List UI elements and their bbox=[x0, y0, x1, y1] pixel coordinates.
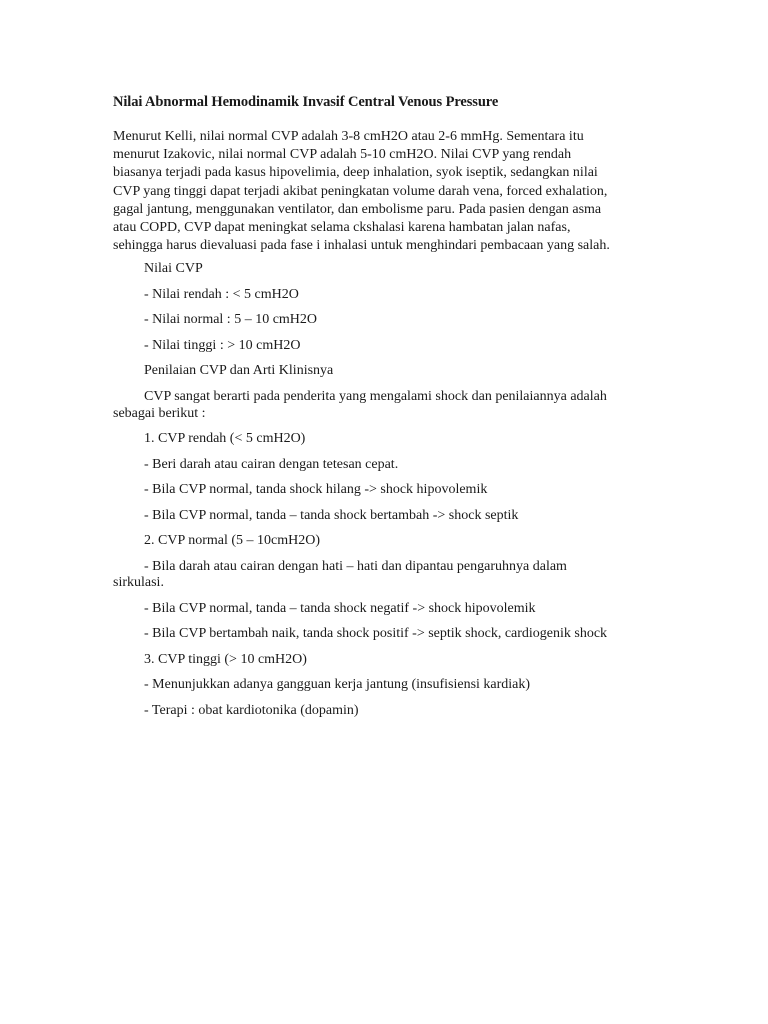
line-heading-penilaian: Penilaian CVP dan Arti Klinisnya bbox=[144, 363, 334, 379]
line-cvp-rendah: 1. CVP rendah (< 5 cmH2O) bbox=[144, 431, 306, 447]
document-lines bbox=[113, 261, 653, 719]
line-shock-bertambah: - Bila CVP normal, tanda – tanda shock bertambah -> shock septik bbox=[144, 507, 519, 523]
document-title: Nilai Abnormal Hemodinamik Invasif Central Venous Pressure bbox=[113, 94, 499, 110]
line-nilai-rendah: - Nilai rendah : < 5 cmH2O bbox=[144, 286, 299, 302]
line-heading-nilai-cvp: Nilai CVP bbox=[144, 261, 203, 277]
line-cvp-sangat-berarti: CVP sangat berarti pada penderita yang mengalami shock dan penilaiannya adalah sebagai berikut : bbox=[113, 388, 607, 421]
intro-paragraph: Menurut Kelli, nilai normal CVP adalah 3-8 cmH2O atau 2-6 mmHg. Sementara itu menurut Izakovic, nilai normal CVP adalah 5-10 cmH2O. Nilai CVP yang rendah biasanya terjadi pada kasus hipovelimia, deep inhalation, syok iseptik, sedangkan nilai CVP yang tinggi dapat terjadi akibat peningkatan volume darah vena, forced exhalation, gagal jantung, menggunakan ventilator, dan embolisme paru. Pada pasien dengan asma atau COPD, CVP dapat meningkat selama ckshalasi karena hambatan jalan nafas, sehingga harus dievaluasi pada fase i inhalasi untuk menghindari pembacaan yang salah. bbox=[113, 129, 610, 254]
line-shock-hilang: - Bila CVP normal, tanda shock hilang -> shock hipovolemik bbox=[144, 482, 488, 498]
line-shock-negatif: - Bila CVP normal, tanda – tanda shock negatif -> shock hipovolemik bbox=[144, 600, 536, 616]
document-content bbox=[113, 93, 653, 728]
line-terapi: - Terapi : obat kardiotonika (dopamin) bbox=[144, 702, 359, 718]
line-cvp-tinggi: 3. CVP tinggi (> 10 cmH2O) bbox=[144, 651, 307, 667]
line-nilai-normal: - Nilai normal : 5 – 10 cmH2O bbox=[144, 312, 318, 328]
line-nilai-tinggi: - Nilai tinggi : > 10 cmH2O bbox=[144, 337, 301, 353]
line-gangguan-jantung: - Menunjukkan adanya gangguan kerja jantung (insufisiensi kardiak) bbox=[144, 677, 531, 693]
line-cvp-normal: 2. CVP normal (5 – 10cmH2O) bbox=[144, 533, 321, 549]
line-beri-darah: - Beri darah atau cairan dengan tetesan cepat. bbox=[144, 456, 399, 472]
line-shock-positif: - Bila CVP bertambah naik, tanda shock positif -> septik shock, cardiogenik shock bbox=[144, 626, 608, 642]
line-bila-darah: - Bila darah atau cairan dengan hati – hati dan dipantau pengaruhnya dalam sirkulasi. bbox=[113, 558, 567, 591]
